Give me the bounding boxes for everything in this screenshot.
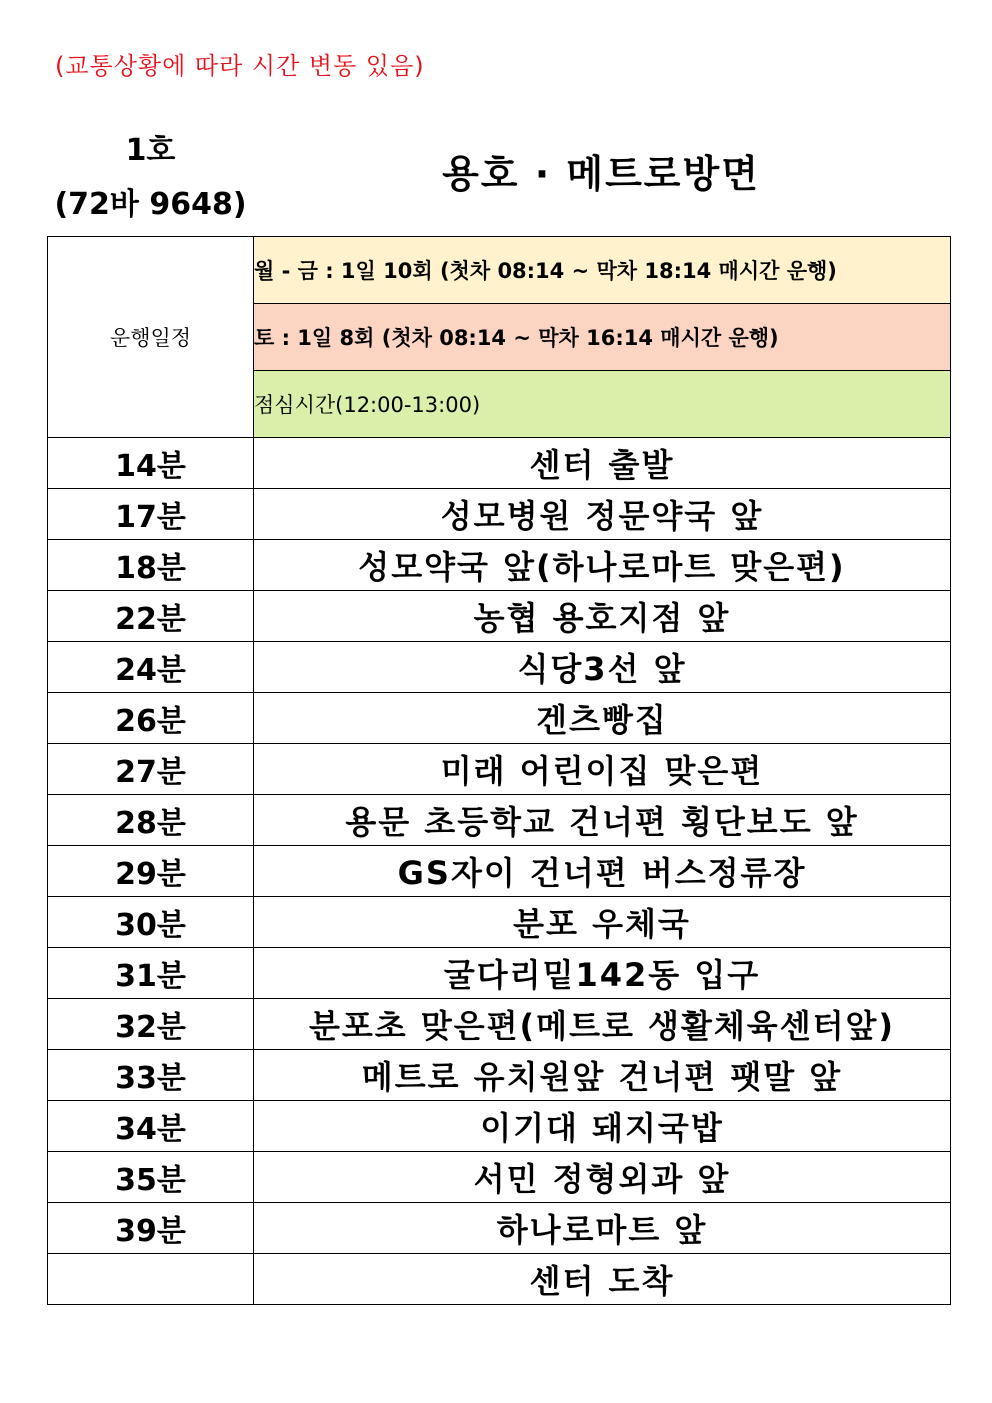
stop-place: 분포초 맞은편(메트로 생활체육센터앞) [254,999,951,1050]
schedule-row-weekday [48,237,951,304]
stop-time [48,1254,254,1305]
stop-place: 이기대 돼지국밥 [254,1101,951,1152]
schedule-table [47,236,951,1305]
stop-time: 39분 [48,1203,254,1254]
stop-row [48,693,951,744]
stop-row [48,1152,951,1203]
bus-identifier [48,124,253,232]
stop-place: 겐츠빵집 [254,693,951,744]
stop-time: 18분 [48,540,254,591]
stop-row [48,795,951,846]
stop-place: 미래 어린이집 맞은편 [254,744,951,795]
stop-place: 센터 도착 [254,1254,951,1305]
stop-time: 33분 [48,1050,254,1101]
stop-row [48,438,951,489]
stop-place: 메트로 유치원앞 건너편 팻말 앞 [254,1050,951,1101]
stop-time: 30분 [48,897,254,948]
stop-place: 성모약국 앞(하나로마트 맞은편) [254,540,951,591]
stop-place: GS자이 건너편 버스정류장 [254,846,951,897]
stop-row [48,999,951,1050]
stop-row [48,591,951,642]
stop-place: 굴다리밑142동 입구 [254,948,951,999]
stop-row [48,1050,951,1101]
stop-time: 22분 [48,591,254,642]
stop-place: 성모병원 정문약국 앞 [254,489,951,540]
stop-place: 식당3선 앞 [254,642,951,693]
stop-row [48,540,951,591]
weekday-schedule: 월 - 금 : 1일 10회 (첫차 08:14 ~ 막차 18:14 매시간 운행) [254,237,951,304]
stop-row [48,489,951,540]
stop-time: 14분 [48,438,254,489]
lunch-break: 점심시간(12:00-13:00) [254,371,951,438]
stop-row [48,948,951,999]
saturday-schedule: 토 : 1일 8회 (첫차 08:14 ~ 막차 16:14 매시간 운행) [254,304,951,371]
stop-row [48,1101,951,1152]
stop-place: 분포 우체국 [254,897,951,948]
stop-place: 센터 출발 [254,438,951,489]
stop-time: 27분 [48,744,254,795]
stop-place: 서민 정형외과 앞 [254,1152,951,1203]
stop-time: 28분 [48,795,254,846]
stop-place: 하나로마트 앞 [254,1203,951,1254]
traffic-notice: (교통상황에 따라 시간 변동 있음) [55,52,425,80]
stop-row [48,846,951,897]
stop-time: 35분 [48,1152,254,1203]
stop-place: 용문 초등학교 건너편 횡단보도 앞 [254,795,951,846]
stop-time: 24분 [48,642,254,693]
stop-row [48,642,951,693]
bus-number: 1호 [125,133,176,168]
stop-row [48,897,951,948]
stop-row [48,1254,951,1305]
route-title: 용호 · 메트로방면 [442,152,760,196]
stop-time: 17분 [48,489,254,540]
schedule-label: 운행일정 [48,237,254,438]
bus-plate: (72바 9648) [54,187,247,222]
stop-place: 농협 용호지점 앞 [254,591,951,642]
stop-time: 31분 [48,948,254,999]
stop-row [48,1203,951,1254]
stop-time: 34분 [48,1101,254,1152]
stop-row [48,744,951,795]
stop-time: 26분 [48,693,254,744]
stop-time: 32분 [48,999,254,1050]
stop-time: 29분 [48,846,254,897]
